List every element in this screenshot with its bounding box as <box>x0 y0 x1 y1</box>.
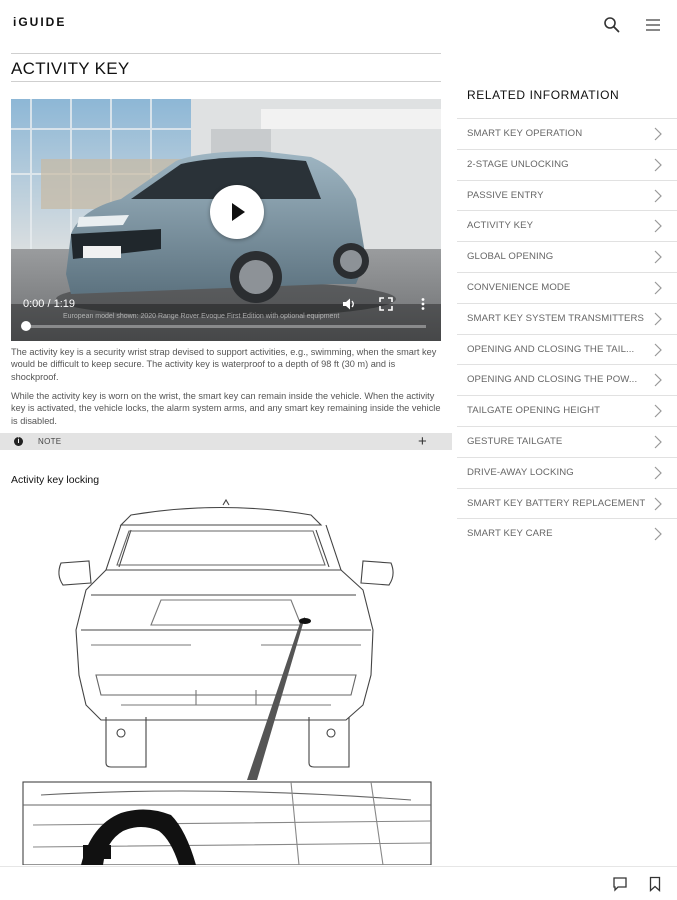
related-item[interactable] <box>457 426 677 457</box>
chevron-right-icon <box>654 219 662 233</box>
related-item[interactable] <box>457 272 677 303</box>
related-item-label: OPENING AND CLOSING THE POW... <box>467 374 638 386</box>
more-vertical-icon[interactable] <box>416 297 430 311</box>
top-bar <box>0 0 677 48</box>
related-item[interactable] <box>457 180 677 211</box>
related-information-list <box>457 118 677 549</box>
chevron-right-icon <box>654 343 662 357</box>
related-item-label: PASSIVE ENTRY <box>467 189 544 201</box>
related-item[interactable] <box>457 488 677 519</box>
related-item-label: GESTURE TAILGATE <box>467 435 563 447</box>
info-icon: i <box>14 437 23 446</box>
note-expander[interactable] <box>0 433 452 450</box>
search-icon[interactable] <box>603 16 621 34</box>
video-progress-handle[interactable] <box>21 321 31 331</box>
related-item-label: SMART KEY SYSTEM TRANSMITTERS <box>467 312 645 324</box>
note-label: NOTE <box>38 437 62 446</box>
play-button[interactable] <box>210 185 264 239</box>
volume-icon[interactable] <box>342 297 356 311</box>
comment-icon[interactable] <box>612 876 628 892</box>
related-item-label: OPENING AND CLOSING THE TAIL... <box>467 343 635 355</box>
related-item-label: TAILGATE OPENING HEIGHT <box>467 405 601 417</box>
related-item-label: ACTIVITY KEY <box>467 220 534 232</box>
video-time: 0:00 / 1:19 <box>23 298 75 310</box>
section-heading: Activity key locking <box>11 474 100 486</box>
related-item-label: CONVENIENCE MODE <box>467 281 571 293</box>
app-logo[interactable]: iGUIDE <box>13 15 67 29</box>
bookmark-icon[interactable] <box>647 876 663 892</box>
related-item-label: SMART KEY OPERATION <box>467 128 583 139</box>
chevron-right-icon <box>654 189 662 203</box>
fullscreen-icon[interactable] <box>379 297 393 311</box>
related-information-heading: RELATED INFORMATION <box>467 88 620 102</box>
related-item-label: GLOBAL OPENING <box>467 251 554 263</box>
chevron-right-icon <box>654 373 662 387</box>
chevron-right-icon <box>654 435 662 449</box>
related-item[interactable] <box>457 118 677 149</box>
related-item[interactable] <box>457 518 677 549</box>
bottom-bar <box>0 866 677 900</box>
chevron-right-icon <box>654 466 662 480</box>
video-progress-track[interactable] <box>26 325 426 328</box>
video-player[interactable] <box>11 99 441 341</box>
related-item[interactable] <box>457 457 677 488</box>
related-item[interactable] <box>457 364 677 395</box>
related-item-label: SMART KEY CARE <box>467 528 553 540</box>
chevron-right-icon <box>654 312 662 326</box>
chevron-right-icon <box>654 158 662 172</box>
related-item-label: SMART KEY BATTERY REPLACEMENT <box>467 497 646 509</box>
detail-paragraph: While the activity key is worn on the wrist, the smart key can remain inside the vehicle. When the activity key is activated, the vehicle locks, the alarm system arms, and any smart key remaining inside the vehicle is disabled. <box>11 391 441 426</box>
chevron-right-icon <box>654 281 662 295</box>
related-item-label: 2-STAGE UNLOCKING <box>467 158 569 170</box>
related-item[interactable] <box>457 334 677 365</box>
menu-icon[interactable] <box>644 16 662 34</box>
video-caption: European model shown: 2020 Range Rover Evoque First Edition with optional equipment <box>63 313 340 320</box>
related-item[interactable] <box>457 149 677 180</box>
chevron-right-icon <box>654 527 662 541</box>
related-item[interactable] <box>457 395 677 426</box>
related-item-label: DRIVE-AWAY LOCKING <box>467 466 574 478</box>
related-item[interactable] <box>457 210 677 241</box>
chevron-right-icon <box>654 497 662 511</box>
related-item[interactable] <box>457 303 677 334</box>
intro-paragraph: The activity key is a security wrist strap devised to support activities, e.g., swimming, when the smart key would be difficult to keep secure. The activity key is waterproof to a depth of 98 ft (30 m) and is shockproof. <box>11 347 437 382</box>
chevron-right-icon <box>654 404 662 418</box>
chevron-right-icon <box>654 127 662 141</box>
title-bottom-divider <box>11 81 441 82</box>
page-title: ACTIVITY KEY <box>11 59 130 78</box>
chevron-right-icon <box>654 250 662 264</box>
vehicle-rear-illustration <box>11 495 441 865</box>
title-top-divider <box>11 53 441 54</box>
related-item[interactable] <box>457 241 677 272</box>
expand-plus-icon[interactable]: + <box>418 433 427 450</box>
